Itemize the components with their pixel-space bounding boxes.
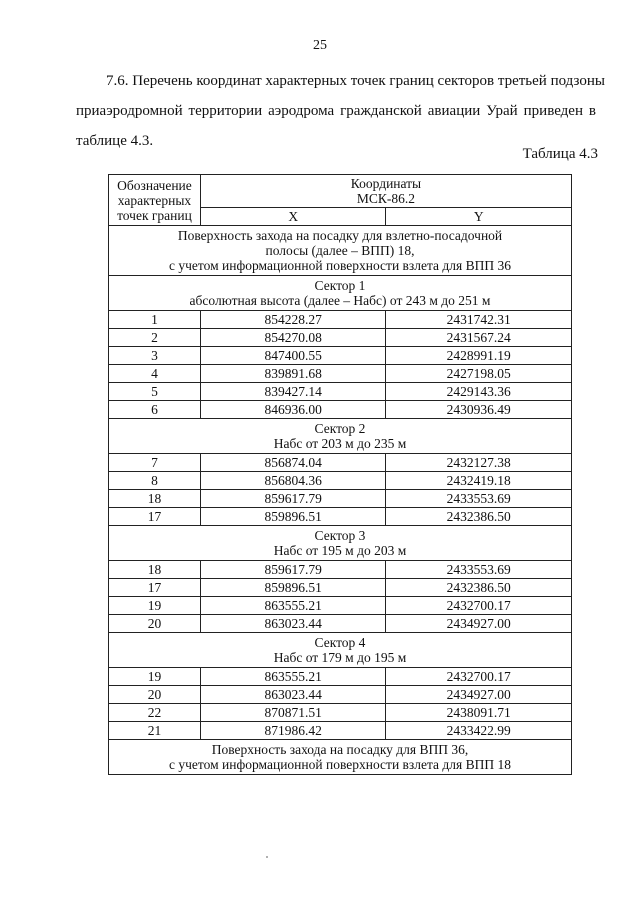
x-coordinate-cell: 846936.00	[200, 401, 386, 419]
y-coordinate-cell: 2432127.38	[386, 454, 572, 472]
surface-heading-row	[109, 226, 572, 276]
y-coordinate-cell: 2430936.49	[386, 401, 572, 419]
sector-heading-row	[109, 633, 572, 668]
sector-heading-line: Сектор 4	[314, 635, 366, 650]
y-coordinate-cell: 2433553.69	[386, 561, 572, 579]
point-cell: 17	[109, 579, 201, 597]
sector-heading-row	[109, 276, 572, 311]
table-header	[109, 175, 572, 226]
surface-heading-row	[109, 740, 572, 775]
point-cell: 8	[109, 472, 201, 490]
intro-paragraph	[76, 66, 605, 156]
sector-heading-line: Набс от 195 м до 203 м	[273, 543, 407, 558]
points-header-line: точек границ	[117, 207, 192, 223]
y-coordinate-cell: 2434927.00	[386, 686, 572, 704]
table-row	[109, 597, 572, 615]
point-cell: 3	[109, 347, 201, 365]
table-row	[109, 383, 572, 401]
x-coordinate-cell: 871986.42	[200, 722, 386, 740]
sector-heading	[109, 526, 572, 561]
coordinates-column-header	[200, 175, 571, 208]
y-coordinate-cell: 2438091.71	[386, 704, 572, 722]
table-row	[109, 579, 572, 597]
y-coordinate-cell: 2432419.18	[386, 472, 572, 490]
surface-heading-line: полосы (далее – ВПП) 18,	[265, 243, 415, 258]
y-coordinate-cell: 2432386.50	[386, 579, 572, 597]
x-coordinate-cell: 856874.04	[200, 454, 386, 472]
y-column-header: Y	[386, 208, 572, 226]
x-coordinate-cell: 863023.44	[200, 615, 386, 633]
point-cell: 7	[109, 454, 201, 472]
scan-mark	[266, 856, 268, 858]
y-coordinate-cell: 2428991.19	[386, 347, 572, 365]
point-cell: 19	[109, 668, 201, 686]
point-cell: 5	[109, 383, 201, 401]
point-cell: 18	[109, 490, 201, 508]
sector-heading-line: Сектор 3	[314, 528, 366, 543]
surface-heading-line: Поверхность захода на посадку для взлетно-посадочной	[177, 228, 503, 243]
x-coordinate-cell: 859896.51	[200, 579, 386, 597]
x-coordinate-cell: 839891.68	[200, 365, 386, 383]
sector-heading-line: Сектор 1	[314, 278, 366, 293]
table-row	[109, 490, 572, 508]
surface-heading	[109, 226, 572, 276]
x-coordinate-cell: 839427.14	[200, 383, 386, 401]
x-coordinate-cell: 847400.55	[200, 347, 386, 365]
table-row	[109, 615, 572, 633]
table-row	[109, 722, 572, 740]
table-row	[109, 347, 572, 365]
table-row	[109, 454, 572, 472]
y-coordinate-cell: 2432386.50	[386, 508, 572, 526]
point-cell: 22	[109, 704, 201, 722]
point-cell: 20	[109, 686, 201, 704]
sector-heading	[109, 276, 572, 311]
point-cell: 17	[109, 508, 201, 526]
y-coordinate-cell: 2431567.24	[386, 329, 572, 347]
y-coordinate-cell: 2432700.17	[386, 597, 572, 615]
x-coordinate-cell: 863555.21	[200, 668, 386, 686]
coordinates-table	[108, 174, 572, 775]
sector-heading	[109, 633, 572, 668]
surface-heading-line: с учетом информационной поверхности взлета для ВПП 18	[169, 757, 511, 772]
points-header-line: характерных	[117, 192, 192, 208]
table-row	[109, 668, 572, 686]
y-coordinate-cell: 2431742.31	[386, 311, 572, 329]
point-cell: 6	[109, 401, 201, 419]
sector-heading-line: Набс от 203 м до 235 м	[273, 436, 407, 451]
sector-heading-line: Сектор 2	[314, 421, 366, 436]
sector-heading-line: абсолютная высота (далее – Набс) от 243 м до 251 м	[189, 293, 491, 308]
x-column-header: X	[200, 208, 386, 226]
y-coordinate-cell: 2434927.00	[386, 615, 572, 633]
points-header-line: Обозначение	[117, 177, 192, 193]
page-number: 25	[313, 38, 327, 53]
intro-line: таблице 4.3.	[76, 133, 154, 149]
point-cell: 4	[109, 365, 201, 383]
table-row	[109, 401, 572, 419]
surface-heading	[109, 740, 572, 775]
intro-line: приаэродромной территории аэродрома гражданской авиации Урай приведен в	[76, 103, 596, 119]
x-coordinate-cell: 859617.79	[200, 561, 386, 579]
sector-heading-row	[109, 526, 572, 561]
table-row	[109, 686, 572, 704]
y-coordinate-cell: 2427198.05	[386, 365, 572, 383]
point-cell: 21	[109, 722, 201, 740]
x-coordinate-cell: 854228.27	[200, 311, 386, 329]
table-row	[109, 329, 572, 347]
table-caption: Таблица 4.3	[522, 146, 598, 162]
coords-header-line: МСК-86.2	[356, 191, 416, 206]
surface-heading-line: Поверхность захода на посадку для ВПП 36,	[211, 742, 469, 757]
sector-heading-row	[109, 419, 572, 454]
coords-header-line: Координаты	[350, 176, 422, 191]
point-cell: 1	[109, 311, 201, 329]
table-row	[109, 704, 572, 722]
table-row	[109, 311, 572, 329]
table-row	[109, 472, 572, 490]
x-coordinate-cell: 863023.44	[200, 686, 386, 704]
table-row	[109, 365, 572, 383]
y-coordinate-cell: 2433422.99	[386, 722, 572, 740]
table-body	[109, 226, 572, 775]
y-coordinate-cell: 2429143.36	[386, 383, 572, 401]
sector-heading	[109, 419, 572, 454]
point-cell: 18	[109, 561, 201, 579]
table-row	[109, 561, 572, 579]
point-cell: 20	[109, 615, 201, 633]
x-coordinate-cell: 859896.51	[200, 508, 386, 526]
intro-line: 7.6. Перечень координат характерных точек границ секторов третьей подзоны	[106, 73, 605, 89]
y-coordinate-cell: 2432700.17	[386, 668, 572, 686]
surface-heading-line: с учетом информационной поверхности взлета для ВПП 36	[169, 258, 511, 273]
table-row	[109, 508, 572, 526]
x-coordinate-cell: 863555.21	[200, 597, 386, 615]
x-coordinate-cell: 854270.08	[200, 329, 386, 347]
y-coordinate-cell: 2433553.69	[386, 490, 572, 508]
points-column-header	[109, 175, 201, 226]
x-coordinate-cell: 859617.79	[200, 490, 386, 508]
x-coordinate-cell: 870871.51	[200, 704, 386, 722]
point-cell: 2	[109, 329, 201, 347]
x-coordinate-cell: 856804.36	[200, 472, 386, 490]
point-cell: 19	[109, 597, 201, 615]
sector-heading-line: Набс от 179 м до 195 м	[273, 650, 407, 665]
